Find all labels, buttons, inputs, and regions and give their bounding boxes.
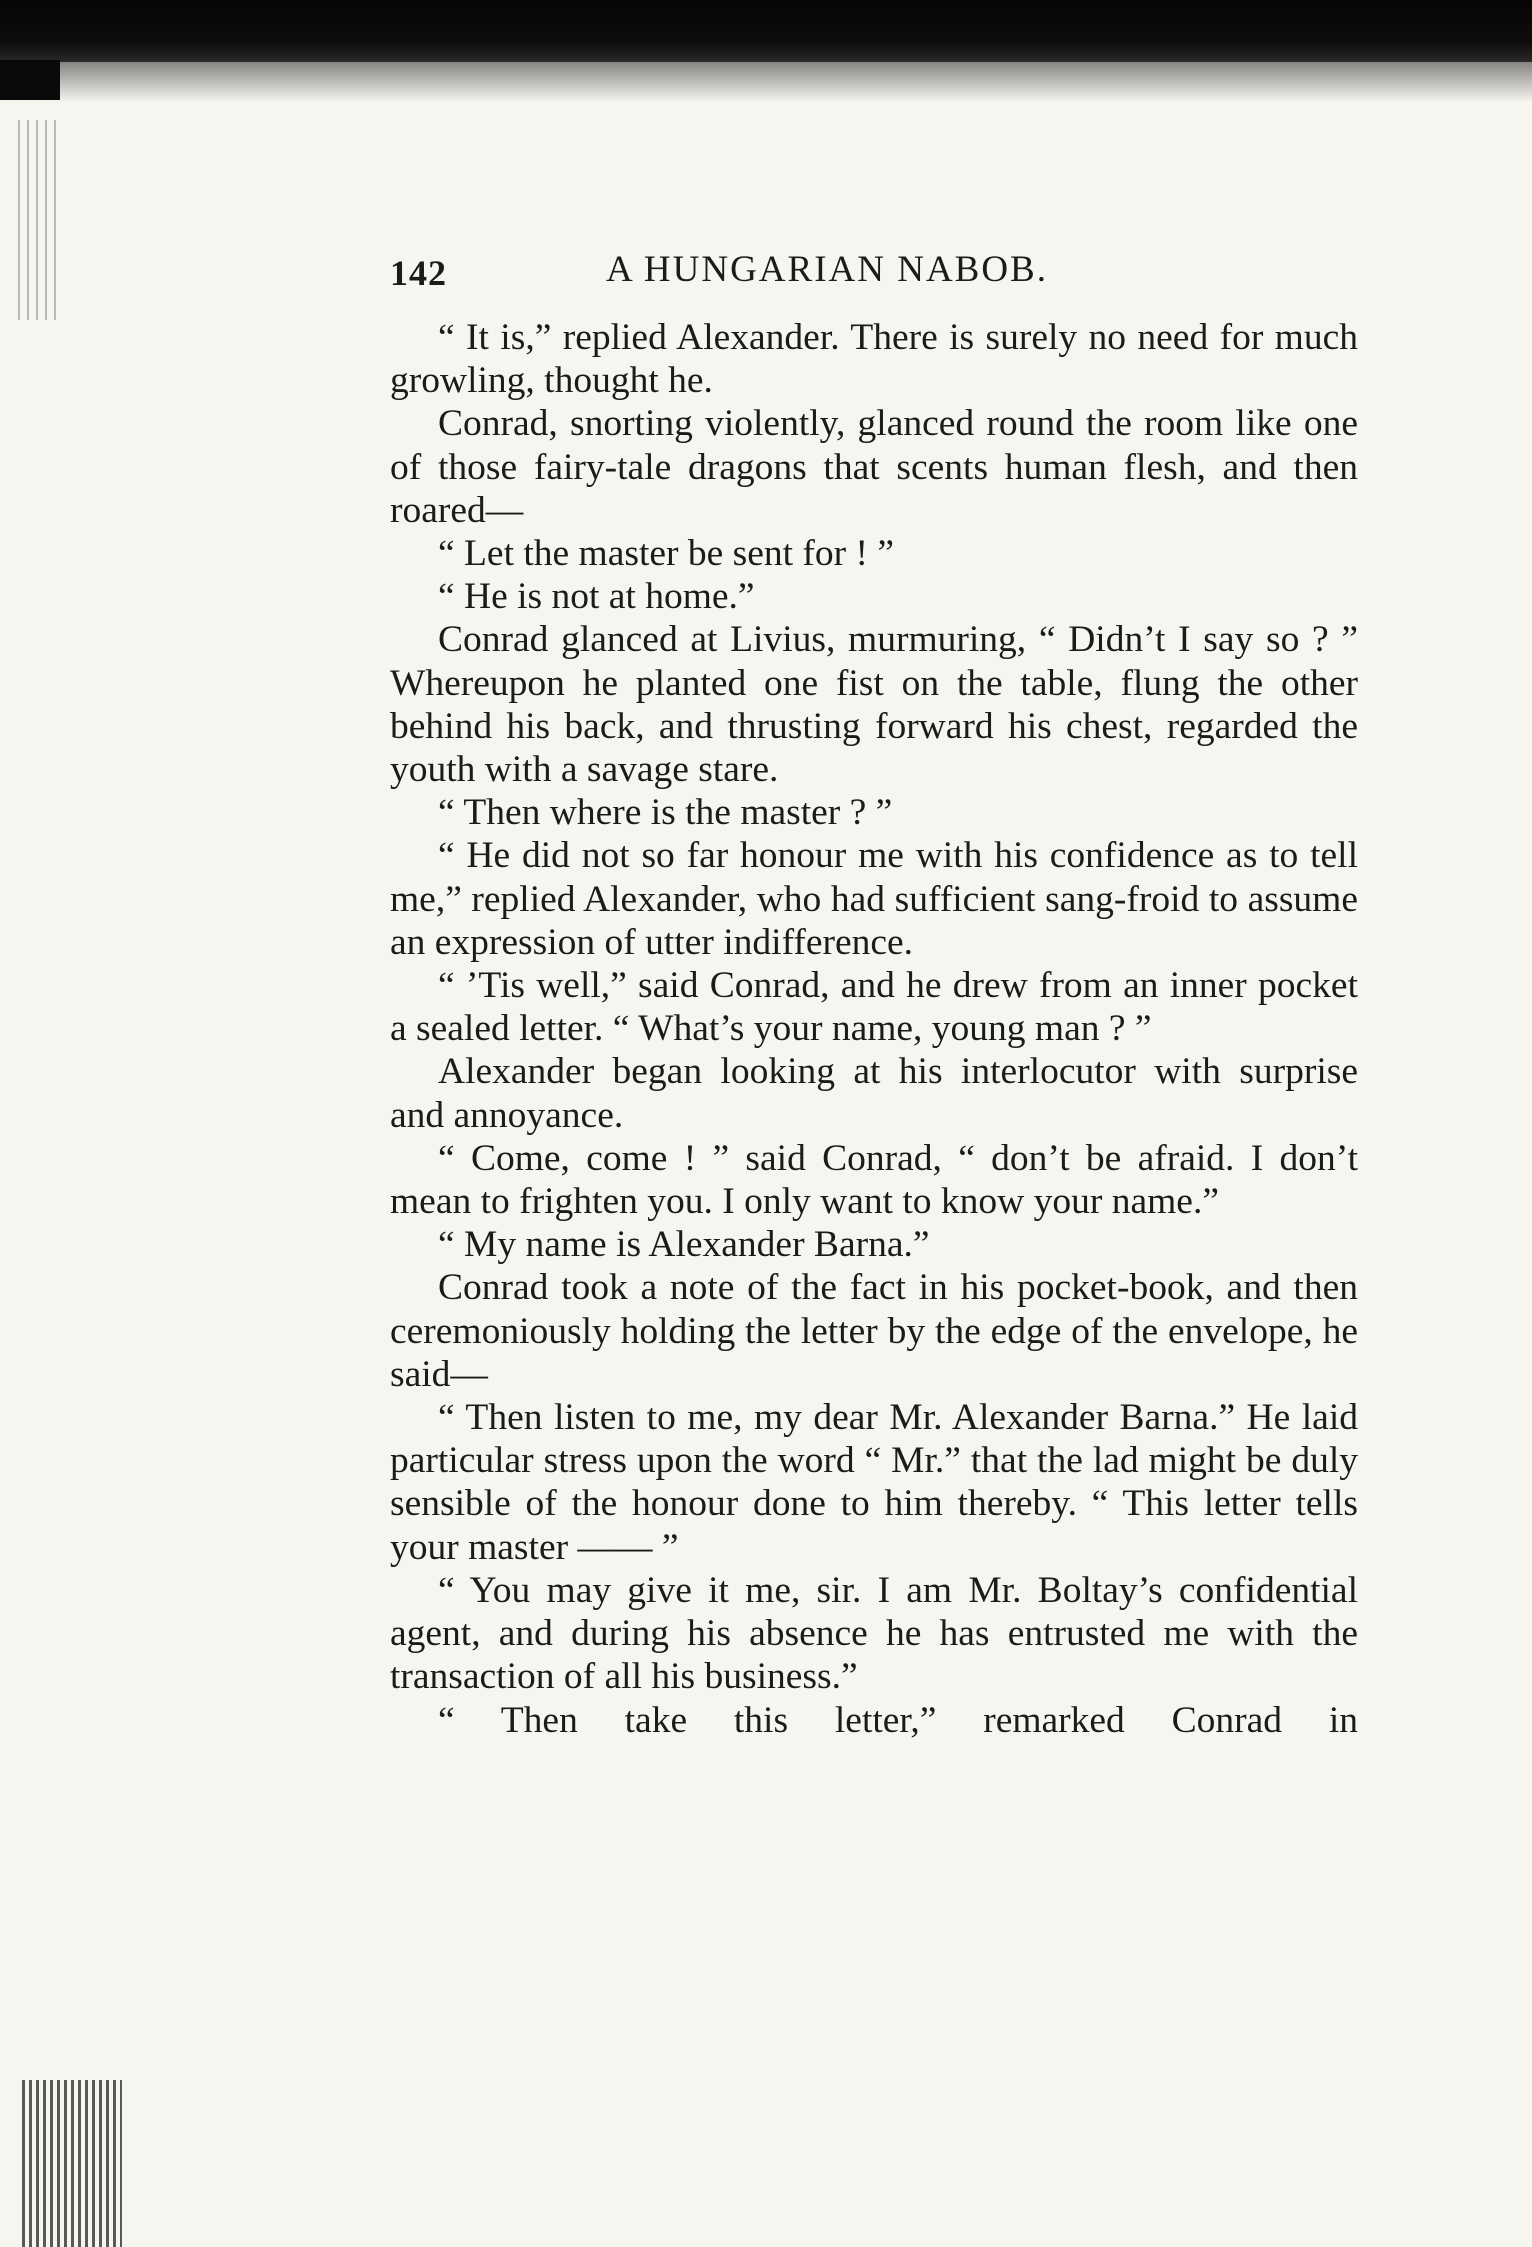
paragraph: “ My name is Alexander Barna.” [438,1224,930,1266]
paragraph: “ Let the master be sent for ! ” [438,533,895,575]
paragraph: “ You may give it me, sir. I am Mr. Boltay’s confidential agent, and during his absence he has entrusted me with the transaction of all his business.” [390,1569,1358,1698]
scan-gutter-marks-top [18,120,62,320]
paragraph: “ Then take this letter,” remarked Conrad in [438,1699,1358,1741]
scan-corner-shadow [0,60,60,100]
scan-top-shadow [0,0,1532,62]
paragraph: Conrad, snorting violently, glanced round the room like one of those fairy-tale dragons that scents human flesh, and then roared— [390,403,1358,531]
paragraph: “ ’Tis well,” said Conrad, and he drew from an inner pocket a sealed letter. “ What’s your name, young man ? ” [390,965,1358,1050]
paragraph: “ Then listen to me, my dear Mr. Alexander Barna.” He laid particular stress upon the word “ Mr.” that the lad might be duly sensible of the honour done to him thereby. “ This letter tells your master —— ” [390,1397,1358,1568]
paragraph: “ Come, come ! ” said Conrad, “ don’t be afraid. I don’t mean to frighten you. I only want to know your name.” [390,1137,1358,1223]
text-body [390,316,1358,1742]
scan-gutter-marks-bottom [22,2080,122,2247]
page-number: 142 [390,253,447,293]
paragraph: “ Then where is the master ? ” [438,792,893,834]
book-page [390,236,1358,1742]
book-title: A HUNGARIAN NABOB. [606,249,1048,290]
paragraph: Conrad glanced at Livius, murmuring, “ Didn’t I say so ? ” Whereupon he planted one fist on the table, flung the other behind his back, and thrusting forward his chest, regarded the youth with a savage stare. [390,619,1358,791]
running-head [390,236,1358,296]
paragraph: “ It is,” replied Alexander. There is surely no need for much growling, thought he. [390,317,1358,402]
paragraph: Alexander began looking at his interlocutor with surprise and annoyance. [390,1051,1358,1136]
scan-top-shadow-fade [0,62,1532,102]
paragraph: “ He is not at home.” [438,576,755,618]
paragraph: “ He did not so far honour me with his confidence as to tell me,” replied Alexander, who had sufficient sang-froid to assume an expression of utter indifference. [390,835,1358,963]
paragraph: Conrad took a note of the fact in his pocket-book, and then ceremoniously holding the letter by the edge of the envelope, he said— [390,1267,1358,1395]
